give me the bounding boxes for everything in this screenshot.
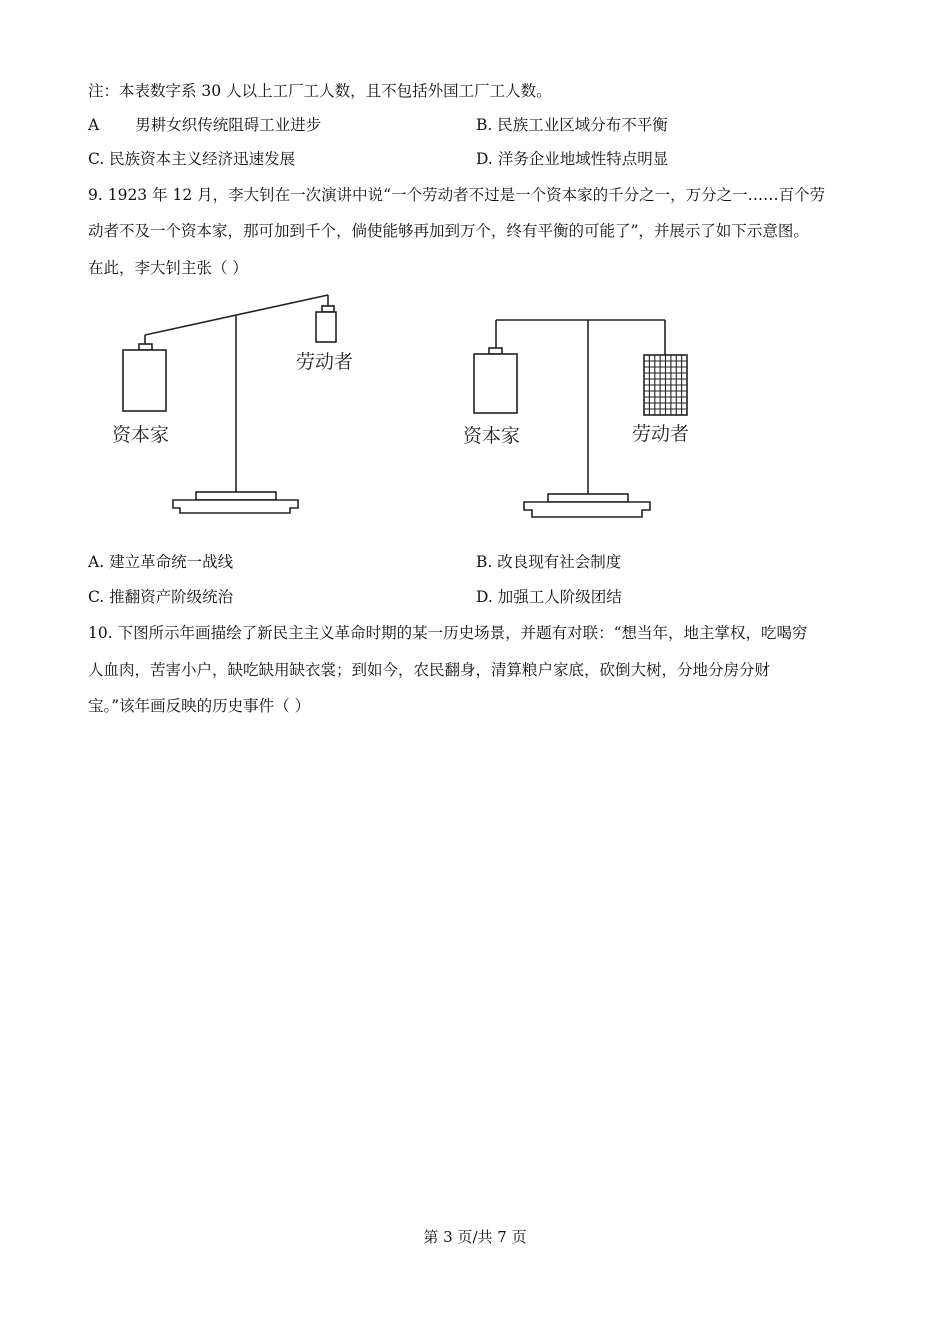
q9-stem-line-2: 动者不及一个资本家，那可加到千个，倘使能够再加到万个，终有平衡的可能了”，并展示了如下示意图。 bbox=[88, 222, 809, 240]
right-worker-label: 劳动者 bbox=[632, 423, 690, 445]
left-balance-scale bbox=[123, 295, 336, 513]
q9-option-d-text: 加强工人阶级团结 bbox=[497, 588, 622, 606]
left-worker-weight bbox=[316, 312, 336, 342]
q8-option-a-text: 男耕女织传统阻碍工业进步 bbox=[135, 116, 322, 134]
q8-option-d-letter: D. bbox=[476, 150, 493, 168]
right-scale-base bbox=[524, 502, 650, 517]
q9-option-a bbox=[88, 550, 233, 572]
q8-option-c-letter: C. bbox=[88, 150, 105, 168]
right-scale-base-top bbox=[548, 494, 628, 502]
q9-option-b-letter: B. bbox=[476, 553, 493, 571]
q8-option-c bbox=[88, 147, 295, 169]
q9-option-c-letter: C. bbox=[88, 588, 105, 606]
q10-stem-line-1: 10. 下图所示年画描绘了新民主主义革命时期的某一历史场景，并题有对联：“想当年，地主掌权，吃喝穷 bbox=[88, 624, 808, 642]
q8-option-c-text: 民族资本主义经济迅速发展 bbox=[109, 150, 296, 168]
left-scale-base bbox=[173, 500, 298, 513]
q8-option-b bbox=[476, 113, 668, 135]
q8-option-a-letter: A bbox=[88, 116, 100, 134]
note-line: 注：本表数字系 30 人以上工厂工人数，且不包括外国工厂工人数。 bbox=[88, 82, 552, 100]
page-footer: 第 3 页/共 7 页 bbox=[423, 1228, 527, 1246]
q9-option-c bbox=[88, 585, 233, 607]
q9-option-a-text: 建立革命统一战线 bbox=[109, 553, 234, 571]
q9-option-b-text: 改良现有社会制度 bbox=[497, 553, 622, 571]
left-capitalist-weight bbox=[123, 350, 166, 411]
q9-stem-line-1: 9. 1923 年 12 月，李大钊在一次演讲中说“一个劳动者不过是一个资本家的千分之一，万分之一……百个劳 bbox=[88, 186, 826, 204]
q9-option-a-letter: A. bbox=[88, 553, 105, 571]
q8-option-a bbox=[88, 113, 321, 135]
q8-option-d-text: 洋务企业地域性特点明显 bbox=[497, 150, 669, 168]
left-capitalist-weight-cap bbox=[139, 344, 152, 350]
left-capitalist-label: 资本家 bbox=[112, 424, 170, 446]
balance-scale-figure bbox=[0, 285, 950, 525]
left-worker-weight-cap bbox=[322, 306, 334, 312]
q9-option-d bbox=[476, 585, 622, 607]
q9-option-c-text: 推翻资产阶级统治 bbox=[109, 588, 234, 606]
q8-option-b-text: 民族工业区域分布不平衡 bbox=[497, 116, 668, 134]
left-worker-label: 劳动者 bbox=[296, 351, 354, 373]
q8-option-d bbox=[476, 147, 668, 169]
right-capitalist-weight bbox=[474, 354, 517, 413]
right-capitalist-weight-cap bbox=[489, 348, 502, 354]
q8-option-b-letter: B. bbox=[476, 116, 493, 134]
q9-option-d-letter: D. bbox=[476, 588, 493, 606]
q9-option-b bbox=[476, 550, 621, 572]
q9-stem-line-3: 在此，李大钊主张（ ） bbox=[88, 259, 248, 277]
right-balance-scale bbox=[474, 320, 690, 517]
left-scale-base-top bbox=[196, 492, 276, 500]
q10-stem-line-3: 宝。”该年画反映的历史事件（ ） bbox=[88, 697, 311, 715]
q10-stem-line-2: 人血肉，苦害小户，缺吃缺用缺衣裳；到如今，农民翻身，清算粮户家底，砍倒大树，分地分房分财 bbox=[88, 661, 771, 679]
right-capitalist-label: 资本家 bbox=[463, 425, 521, 447]
